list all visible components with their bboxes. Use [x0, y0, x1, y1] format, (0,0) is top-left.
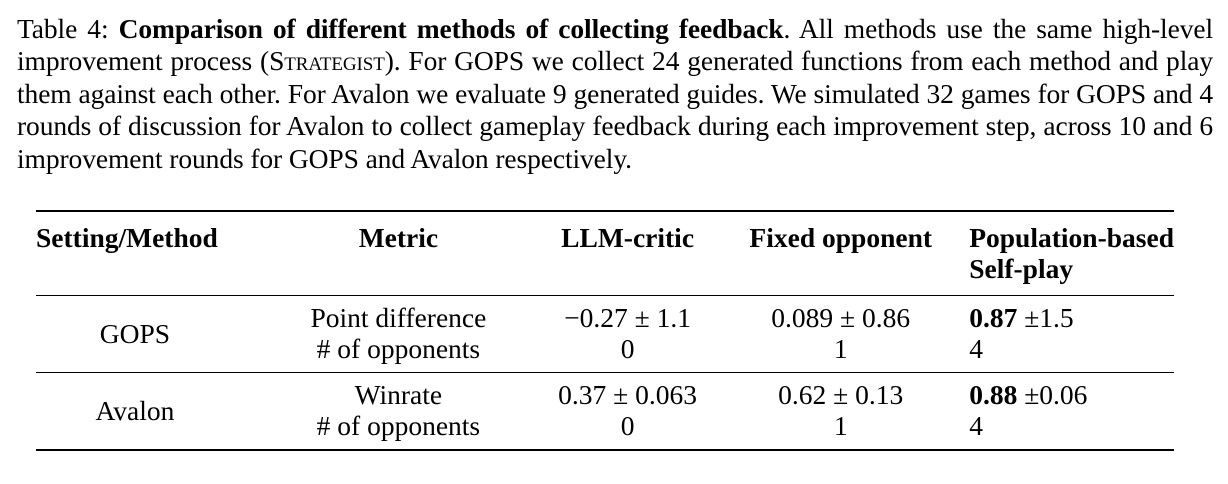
- table-header-row: [36, 211, 1174, 296]
- cell-fixed-opponent: [732, 373, 949, 451]
- cell-llm-opponents: 0: [620, 333, 635, 364]
- table-caption: [17, 13, 1213, 175]
- header-population-based: [949, 211, 1174, 296]
- cell-llm-critic: [523, 373, 732, 451]
- cell-fixed-value: 0.089 ± 0.86: [771, 302, 911, 333]
- cell-population-value: [969, 302, 1174, 333]
- cell-metric: [274, 373, 523, 451]
- caption-label: Table 4:: [17, 13, 119, 44]
- cell-metric: [274, 296, 523, 373]
- cell-metric-line2: # of opponents: [316, 410, 481, 441]
- header-population-line2: Self-play: [969, 253, 1074, 284]
- cell-metric-line2: # of opponents: [316, 333, 481, 364]
- cell-llm-critic: [523, 296, 732, 373]
- cell-population-best: 0.88: [969, 379, 1018, 410]
- caption-text-2: ). For GOPS we collect 24 generated functions from each method and play them against each other. For Avalon we evaluate 9 generated guides. We simulated 32 games for GOPS and 4 rounds of discussion for Avalon to collect gameplay feedback during each improvement step, across 10 and 6 improvement rounds for GOPS and Avalon respectively.: [17, 45, 1213, 174]
- cell-fixed-value: 0.62 ± 0.13: [778, 379, 904, 410]
- caption-strategist: Strategist: [269, 45, 385, 77]
- cell-population-opponents: 4: [969, 410, 983, 441]
- cell-metric-line1: Winrate: [354, 379, 443, 410]
- cell-population-error: ±1.5: [1017, 302, 1074, 333]
- cell-llm-value: 0.37 ± 0.063: [558, 379, 698, 410]
- cell-population-error: ±0.06: [1017, 379, 1088, 410]
- header-metric: Metric: [358, 222, 439, 253]
- header-fixed-opponent: Fixed opponent: [749, 222, 933, 253]
- header-llm-critic: LLM-critic: [561, 222, 695, 253]
- header-population-line1: Population-based: [969, 222, 1174, 253]
- header-setting-method: Setting/Method: [36, 222, 218, 253]
- cell-population-opponents: 4: [969, 333, 983, 364]
- cell-setting: GOPS: [99, 317, 171, 349]
- table-row-gops: [36, 296, 1174, 373]
- table-row-avalon: [36, 373, 1174, 451]
- cell-fixed-opponents: 1: [833, 410, 848, 441]
- caption-text-1: . All methods use the same high-level improvement process (: [17, 13, 1213, 77]
- cell-fixed-opponent: [732, 296, 949, 373]
- cell-setting: Avalon: [95, 394, 175, 426]
- cell-population: [949, 296, 1174, 373]
- cell-population-value: [969, 379, 1174, 410]
- caption-title: Comparison of different methods of collecting feedback: [118, 13, 784, 44]
- cell-llm-value: −0.27 ± 1.1: [564, 302, 692, 333]
- cell-population: [949, 373, 1174, 451]
- cell-fixed-opponents: 1: [833, 333, 848, 364]
- cell-llm-opponents: 0: [620, 410, 635, 441]
- cell-metric-line1: Point difference: [310, 302, 487, 333]
- cell-population-best: 0.87: [969, 302, 1018, 333]
- comparison-table: [36, 210, 1174, 451]
